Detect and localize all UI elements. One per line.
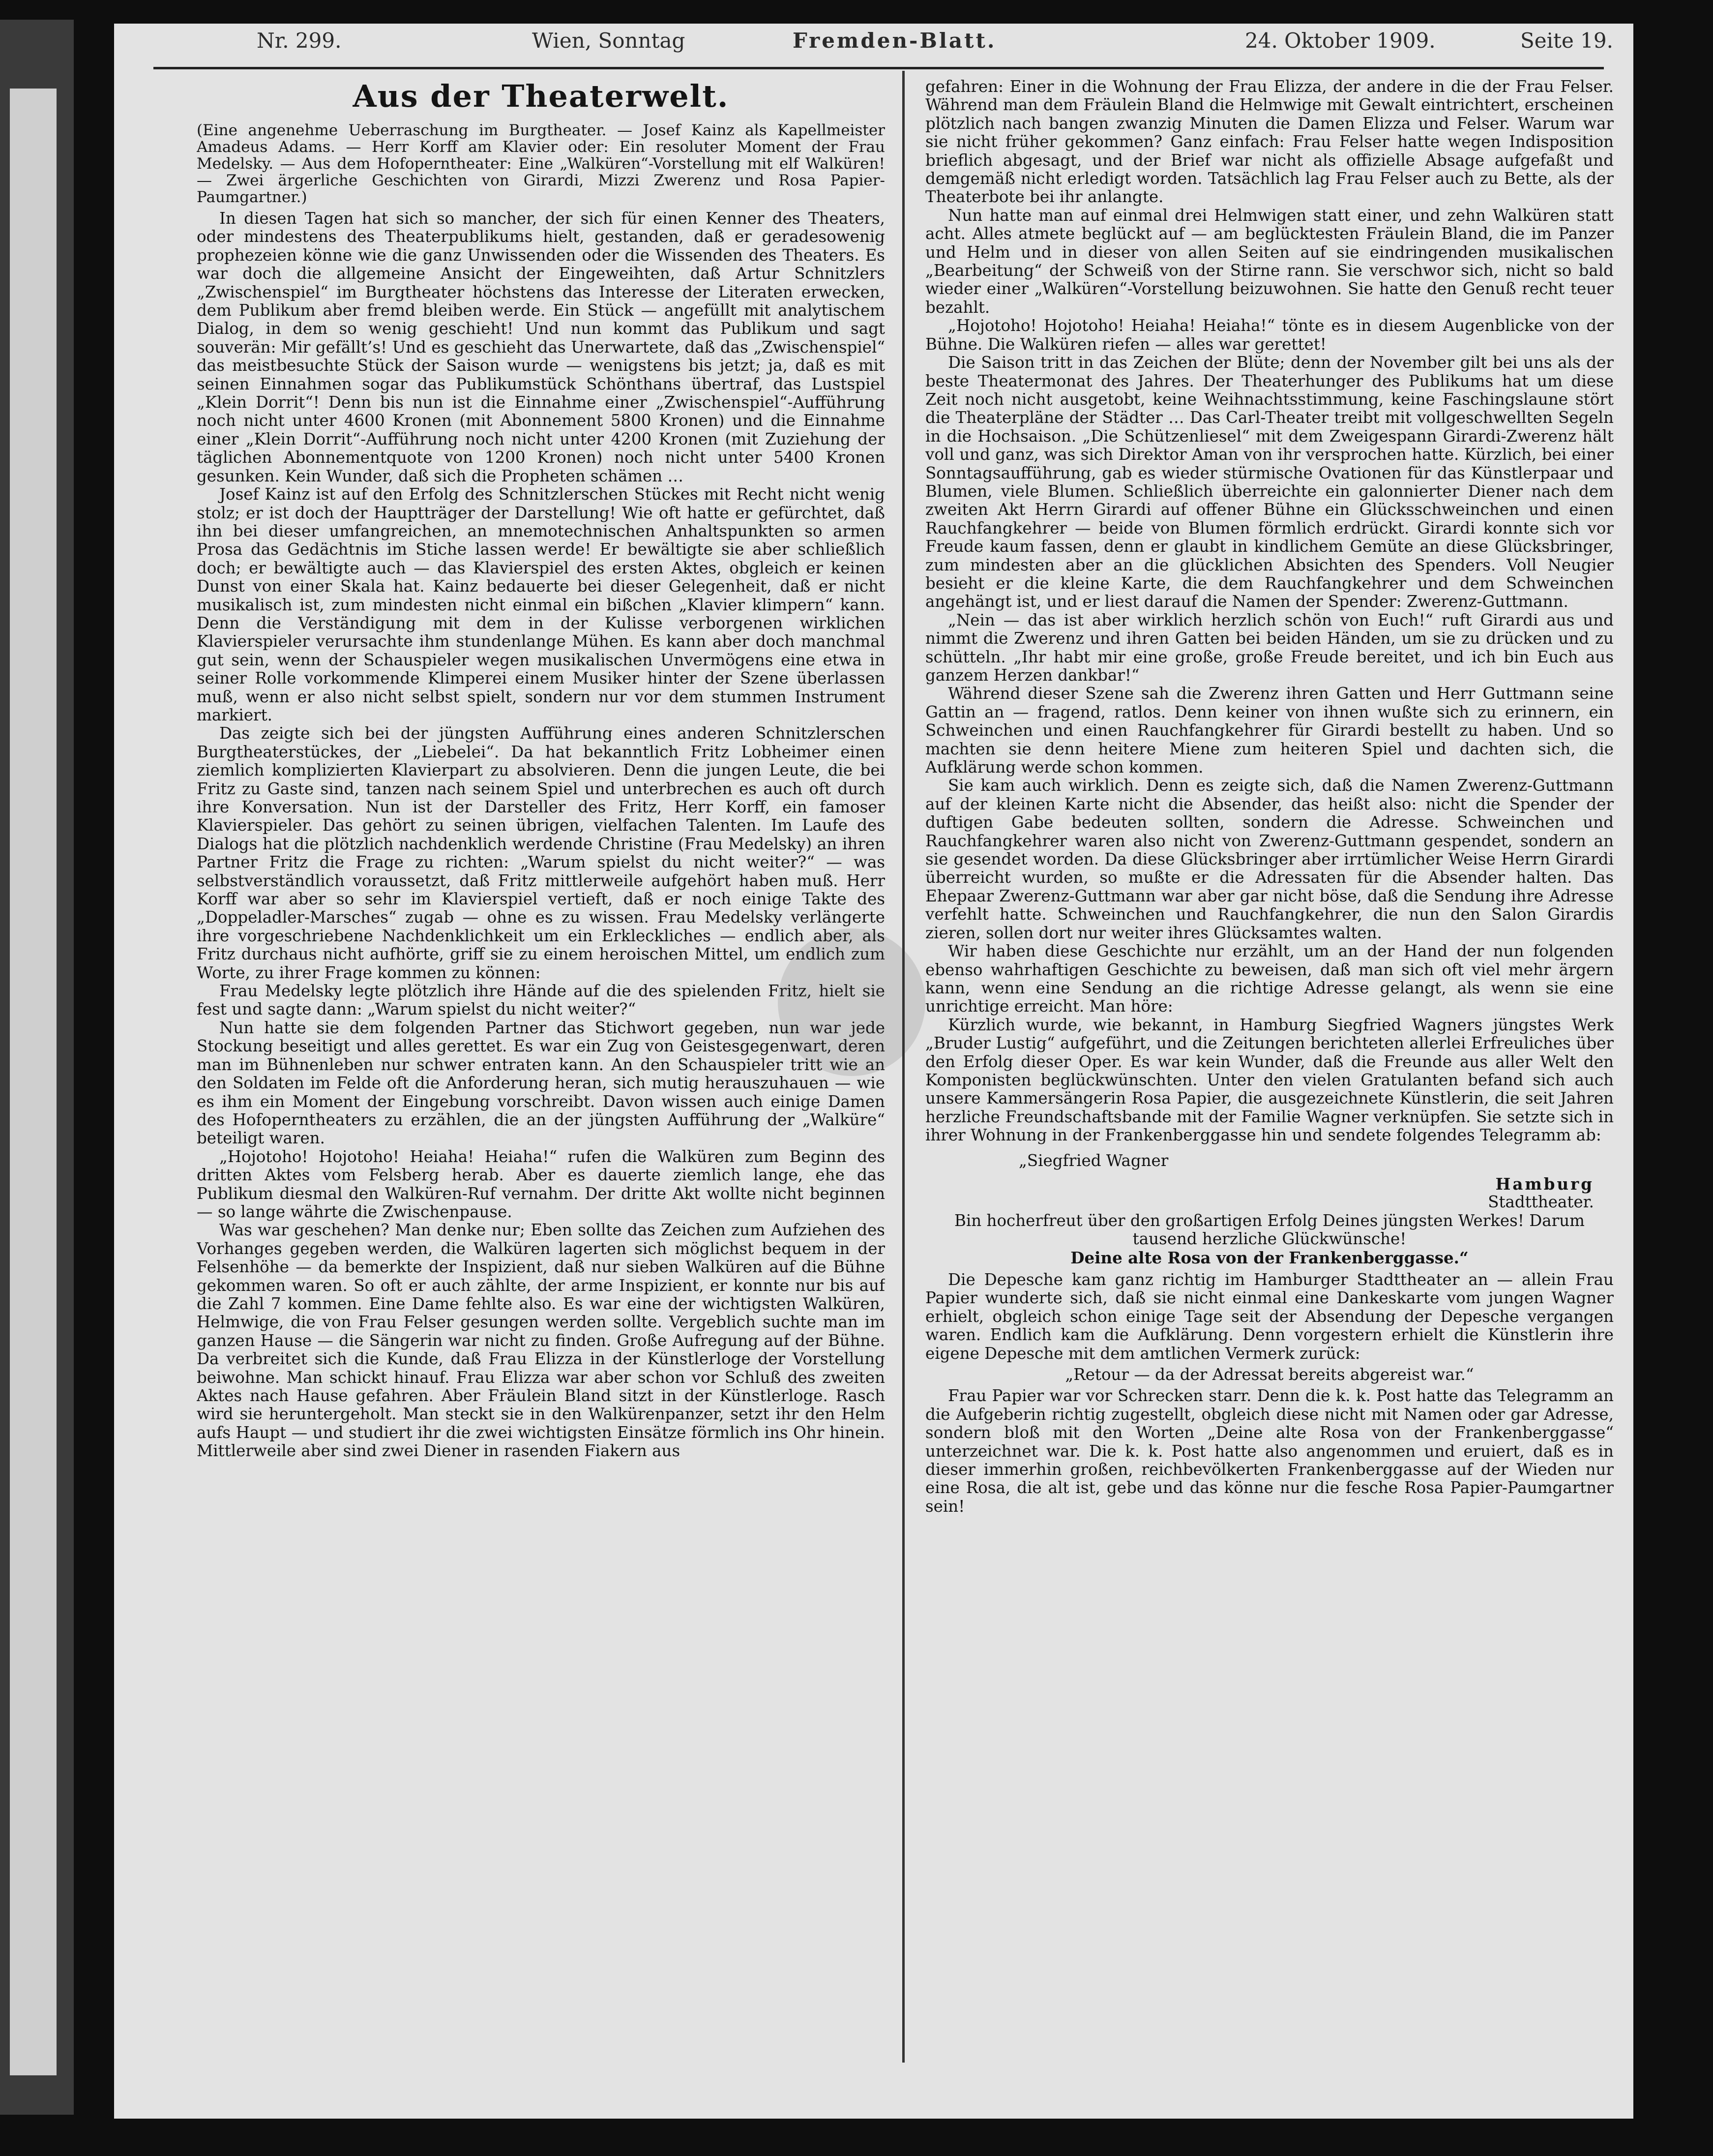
paragraph: „Nein — das ist aber wirklich herzlich schön von Euch!“ ruft Girardi aus und nimmt die Zwerenz und ihren Gatten bei beiden Händen, um sie zu drücken und zu schütteln. „Ihr habt mir eine große, große Freude bereitet, und ich bin Euch aus ganzem Herzen dankbar!“	[925, 610, 1614, 685]
issue-date: 24. Oktober 1909.	[1245, 29, 1436, 53]
paragraph: „Hojotoho! Hojotoho! Heiaha! Heiaha!“ rufen die Walküren zum Beginn des dritten Aktes vom Felsberg herab. Aber es dauerte ziemlich lange, ehe das Publikum diesmal den Walküren-Ruf vernahm. Der dritte Akt wollte nicht beginnen — so lange währte die Zwischenpause.	[197, 1147, 885, 1221]
paragraph: Das zeigte sich bei der jüngsten Aufführung eines anderen Schnitzlerschen Burgtheaterstückes, der „Liebelei“. Da hat bekanntlich Fritz Lobheimer einen ziemlich komplizierten Klavierpart zu absolvieren. Denn die jungen Leute, die bei Fritz zu Gaste sind, tanzen nach seinem Spiel und unterbrechen es auch oft durch ihre Konversation. Nun ist der Darsteller des Fritz, Herr Korff, ein famoser Klavierspieler. Das gehört zu seinen übrigen, vielfachen Talenten. Im Laufe des Dialogs hat die plötzlich nachdenklich werdende Christine (Frau Medelsky) an ihren Partner Fritz die Frage zu richten: „Warum spielst du nicht weiter?“ — was selbstverständlich voraussetzt, daß Fritz mittlerweile aufgehört haben muß. Herr Korff war aber so sehr im Klavierspiel vertieft, daß er noch einige Takte des „Doppeladler-Marsches“ zugab — ohne es zu wissen. Frau Medelsky verlängerte ihre vorgeschriebene Nachdenklichkeit um ein Erkleckliches — endlich aber, als Fritz durchaus nicht aufhörte, griff sie zu einem heroischen Mittel, um endlich zum Worte, zu ihrer Frage kommen zu können:	[197, 724, 885, 982]
paragraph: Was war geschehen? Man denke nur; Eben sollte das Zeichen zum Aufziehen des Vorhanges gegeben werden, die Walküren lagerten sich möglichst bequem in der Felsenhöhe — da bemerkte der Inspizient, daß nur sieben Walküren auf die Bühne gekommen waren. So oft er auch zählte, der arme Inspizient, er konnte nur bis auf die Zahl 7 kommen. Eine Dame fehlte also. Es war eine der wichtigsten Walküren, Helmwige, die von Frau Felser gesungen werden sollte. Vergeblich suchte man im ganzen Hause — die Sängerin war nicht zu finden. Große Aufregung auf der Bühne. Da verbreitet sich die Kunde, daß Frau Elizza in der Künstlerloge der Vorstellung beiwohne. Man schickt hinauf. Frau Elizza war aber schon vor Schluß des zweiten Aktes nach Hause gefahren. Aber Fräulein Bland sitzt in der Künstlerloge. Rasch wird sie heruntergeholt. Man steckt sie in den Walkürenpanzer, setzt ihr den Helm aufs Haupt — und studiert ihr die zwei wichtigsten Einsätze förmlich ins Ohr hinein. Mittlerweile aber sind zwei Diener in rasenden Fiakern aus	[197, 1221, 885, 1461]
paragraph: Sie kam auch wirklich. Denn es zeigte sich, daß die Namen Zwerenz-Guttmann auf der kleinen Karte nicht die Absender, das heißt also: nicht die Spender der duftigen Gabe bedeuten sollten, sondern die Adresse. Schweinchen und Rauchfangkehrer waren also nicht von Zwerenz-Guttmann gespendet, sondern an sie gesendet worden. Da diese Glücksbringer aber irrtümlicher Weise Herrn Girardi überreicht wurden, so mußte er die Adressaten für die Absender halten. Das Ehepaar Zwerenz-Guttmann war aber gar nicht böse, daß die Sendung ihre Adresse verfehlt hatte. Schweinchen und Rauchfangkehrer, die nun den Salon Girardis zieren, sollen dort nur weiter ihres Glücksamtes walten.	[925, 776, 1614, 942]
telegram-signature: Deine alte Rosa von der Frankenberggasse.“	[1070, 1248, 1469, 1267]
newspaper-page	[114, 24, 1633, 2119]
place-and-day: Wien, Sonntag	[532, 29, 685, 53]
telegram-message: Bin hocherfreut über den großartigen Erfolg Deines jüngsten Werkes! Darum tausend herzliche Glückwünsche!	[954, 1211, 1585, 1249]
paragraph: Frau Medelsky legte plötzlich ihre Hände auf die des spielenden Fritz, hielt sie fest und sagte dann: „Warum spielst du nicht weiter?“	[197, 982, 885, 1019]
paragraph: In diesen Tagen hat sich so mancher, der sich für einen Kenner des Theaters, oder mindestens des Theaterpublikums hielt, gestanden, daß er geradesowenig prophezeien könne wie die ganz Unwissenden oder die Wissenden des Theaters. Es war doch die allgemeine Ansicht der Eingeweihten, daß Artur Schnitzlers „Zwischenspiel“ im Burgtheater höchstens das Interesse der Literaten erwecken, dem Publikum aber fremd bleiben werde. Ein Stück — angefüllt mit analytischem Dialog, in dem so wenig geschieht! Und nun kommt das Publikum und sagt souverän: Mir gefällt’s! Und es geschieht das Unerwartete, daß das „Zwischenspiel“ das meistbesuchte Stück der Saison wurde — wenigstens bis jetzt; ja, daß es mit seinen Einnahmen sogar das Publikumstück Schönthans übertraf, das Lustspiel „Klein Dorrit“! Denn bis nun ist die Einnahme einer „Zwischenspiel“-Aufführung noch nicht unter 4600 Kronen (mit Abonnement 5800 Kronen) und die Einnahme einer „Klein Dorrit“-Aufführung noch nicht unter 4200 Kronen (mit Zuziehung der täglichen Abonnementquote von 1200 Kronen) noch nicht unter 5400 Kronen gesunken. Kein Wunder, daß sich die Propheten schämen …	[197, 209, 885, 485]
column-divider	[902, 71, 905, 2063]
paragraph: Während dieser Szene sah die Zwerenz ihren Gatten und Herr Guttmann seine Gattin an — fragend, ratlos. Denn keiner von ihnen wußte sich zu erinnern, ein Schweinchen und einen Rauchfangkehrer für Girardi bestellt zu haben. Und so machten sie denn heitere Miene zum heiteren Spiel und dachten sich, die Aufklärung werde schon kommen.	[925, 684, 1614, 777]
paragraph: Nun hatte sie dem folgenden Partner das Stichwort gegeben, nun war jede Stockung beseitigt und alles gerettet. Es war ein Zug von Geistesgegenwart, deren man im Bühnenleben nur schwer entraten kann. An den Schauspieler tritt wie an den Soldaten im Felde oft die Anforderung heran, sich mutig herauszuhauen — wie es ihm ein Moment der Eingebung vorschreibt. Davon wissen auch einige Damen des Hofoperntheaters zu erzählen, die an der jüngsten Aufführung der „Walküre“ beteiligt waren.	[197, 1018, 885, 1148]
paragraph: Die Saison tritt in das Zeichen der Blüte; denn der November gilt bei uns als der beste Theatermonat des Jahres. Der Theaterhunger des Publikums hat um diese Zeit noch nicht ausgetobt, keine Weihnachtsstimmung, keine Faschingslaune stört die Theaterpläne der Städter … Das Carl-Theater treibt mit vollgeschwellten Segeln in die Hochsaison. „Die Schützenliesel“ mit dem Zweigespann Girardi-Zwerenz hält voll und ganz, was sich Direktor Aman von ihr versprochen hatte. Kürzlich, bei einer Sonntagsaufführung, gab es wieder stürmische Ovationen für das Künstlerpaar und Blumen, viele Blumen. Schließlich überreichte ein galonnierter Diener nach dem zweiten Akt Herrn Girardi auf offener Bühne ein Glücksschweinchen und einen Rauchfangkehrer — beide von Blumen förmlich erdrückt. Girardi konnte sich vor Freude kaum fassen, denn er glaubt in kindlichem Gemüte an diese Glücksbringer, zum mindesten aber an die glücklichen Absichten des Spenders. Voll Neugier besieht er die kleine Karte, die dem Rauchfangkehrer und dem Schweinchen angehängt ist, und er liest darauf die Namen der Spender: Zwerenz-Guttmann.	[925, 353, 1614, 611]
paragraph: gefahren: Einer in die Wohnung der Frau Elizza, der andere in die der Frau Felser. Während man dem Fräulein Bland die Helmwige mit Gewalt eintrichtert, erscheinen plötzlich nach bangen zwanzig Minuten die Damen Elizza und Felser. Warum war sie nicht früher gekommen? Ganz einfach: Frau Felser hatte wegen Indisposition brieflich abgesagt, und der Brief war nicht als offizielle Absage aufgefaßt und demgemäß nicht erledigt worden. Tatsächlich lag Frau Felser auch zu Bette, als der Theaterbote bei ihr anlangte.	[925, 78, 1614, 207]
paragraph: Wir haben diese Geschichte nur erzählt, um an der Hand der nun folgenden ebenso wahrhaftigen Geschichte zu beweisen, daß man sich oft viel mehr ärgern kann, wenn eine Sendung an die richtige Adresse gelangt, als wenn sie eine unrichtige erreicht. Man höre:	[925, 942, 1614, 1016]
newspaper-name: Fremden-Blatt.	[793, 29, 997, 53]
paragraph: Kürzlich wurde, wie bekannt, in Hamburg Siegfried Wagners jüngstes Werk „Bruder Lustig“ aufgeführt, und die Zeitungen berichteten allerlei Erfreuliches über den Erfolg dieser Oper. Es war kein Wunder, daß die Freunde aus aller Welt den Komponisten beglückwünschten. Unter den vielen Gratulanten befand sich auch unsere Kammersängerin Rosa Papier, die ausgezeichnete Künstlerin, die seit Jahren herzliche Freundschaftsbande mit der Familie Wagner verknüpfen. Sie setzte sich in ihrer Wohnung in der Frankenberggasse hin und sendete folgendes Telegramm ab:	[925, 1015, 1614, 1145]
paragraph: Die Depesche kam ganz richtig im Hamburger Stadttheater an — allein Frau Papier wunderte sich, daß sie nicht einmal eine Dankeskarte vom jungen Wagner erhielt, obgleich schon einige Tage seit der Absendung der Depesche vergangen waren. Endlich kam die Aufklärung. Denn vorgestern erhielt die Künstlerin ihre eigene Depesche mit dem amtlichen Vermerk zurück:	[925, 1270, 1614, 1363]
issue-number: Nr. 299.	[257, 29, 342, 53]
paragraph: Nun hatte man auf einmal drei Helmwigen statt einer, und zehn Walküren statt acht. Alles atmete beglückt auf — am beglücktesten Fräulein Bland, die im Panzer und Helm und in dieser von allen Seiten auf sie eindringenden musikalischen „Bearbeitung“ der Schweiß von der Stirne rann. Sie verschwor sich, nicht so bald wieder einer „Walküren“-Vorstellung beizuwohnen. Sie hatte den Genuß recht teuer bezahlt.	[925, 206, 1614, 317]
page-number: Seite 19.	[1520, 29, 1613, 53]
masthead-rule	[153, 67, 1604, 69]
left-column	[197, 78, 885, 2060]
article-headline: Aus der Theaterwelt.	[353, 78, 729, 114]
adjacent-page-paper	[10, 89, 57, 2075]
adjacent-page-edge	[0, 20, 74, 2115]
paragraph: „Hojotoho! Hojotoho! Heiaha! Heiaha!“ tönte es in diesem Augenblicke von der Bühne. Die Walküren riefen — alles war gerettet!	[925, 316, 1614, 354]
masthead	[114, 29, 1633, 58]
return-notice: „Retour — da der Adressat bereits abgereist war.“	[1065, 1365, 1474, 1384]
telegram-city: Hamburg	[1495, 1174, 1594, 1194]
article-summary: (Eine angenehme Ueberraschung im Burgtheater. — Josef Kainz als Kapellmeister Amadeus Adams. — Herr Korff am Klavier oder: Ein resoluter Moment der Frau Medelsky. — Aus dem Hofoperntheater: Eine „Walküren“-Vorstellung mit elf Walküren! — Zwei ärgerliche Geschichten von Girardi, Mizzi Zwerenz und Rosa Papier-Paumgartner.)	[197, 121, 885, 206]
telegram-venue: Stadttheater.	[1488, 1193, 1594, 1212]
right-column	[925, 78, 1614, 2060]
paragraph: Josef Kainz ist auf den Erfolg des Schnitzlerschen Stückes mit Recht nicht wenig stolz; er ist doch der Hauptträger der Darstellung! Wie oft hatte er gefürchtet, daß ihn bei dieser umfangreichen, an mnemotechnischen Anhaltspunkten so armen Prosa das Gedächtnis im Stiche lassen werde! Er bewältigte sie aber schließlich doch; er bewältigte auch — das Klavierspiel des ersten Aktes, obgleich er keinen Dunst von einer Skala hat. Kainz bedauerte bei dieser Gelegenheit, daß er nicht musikalisch ist, zum mindesten nicht einmal ein bißchen „Klavier klimpern“ kann. Denn die Verständigung mit dem in der Kulisse verborgenen wirklichen Klavierspieler verursachte ihm stundenlange Mühen. Es kann aber doch manchmal gut sein, wenn der Schauspieler wegen musikalischen Unvermögens eine etwa in seiner Rolle vorkommende Klimperei einem Musiker hinter der Szene überlassen muß, wenn er also nicht selbst spielt, sondern nur vor dem stummen Instrument markiert.	[197, 485, 885, 724]
telegram-addressee: „Siegfried Wagner	[1019, 1151, 1169, 1170]
paragraph: Frau Papier war vor Schrecken starr. Denn die k. k. Post hatte das Telegramm an die Aufgeberin richtig zugestellt, obgleich diese nicht mit Namen oder gar Adresse, sondern bloß mit den Worten „Deine alte Rosa von der Frankenberggasse“ unterzeichnet war. Die k. k. Post hatte also angenommen und eruiert, daß es in dieser immerhin großen, reichbevölkerten Frankenberggasse auf der Wieden nur eine Rosa, die alt ist, gebe und das könne nur die fesche Rosa Papier-Paumgartner sein!	[925, 1386, 1614, 1516]
